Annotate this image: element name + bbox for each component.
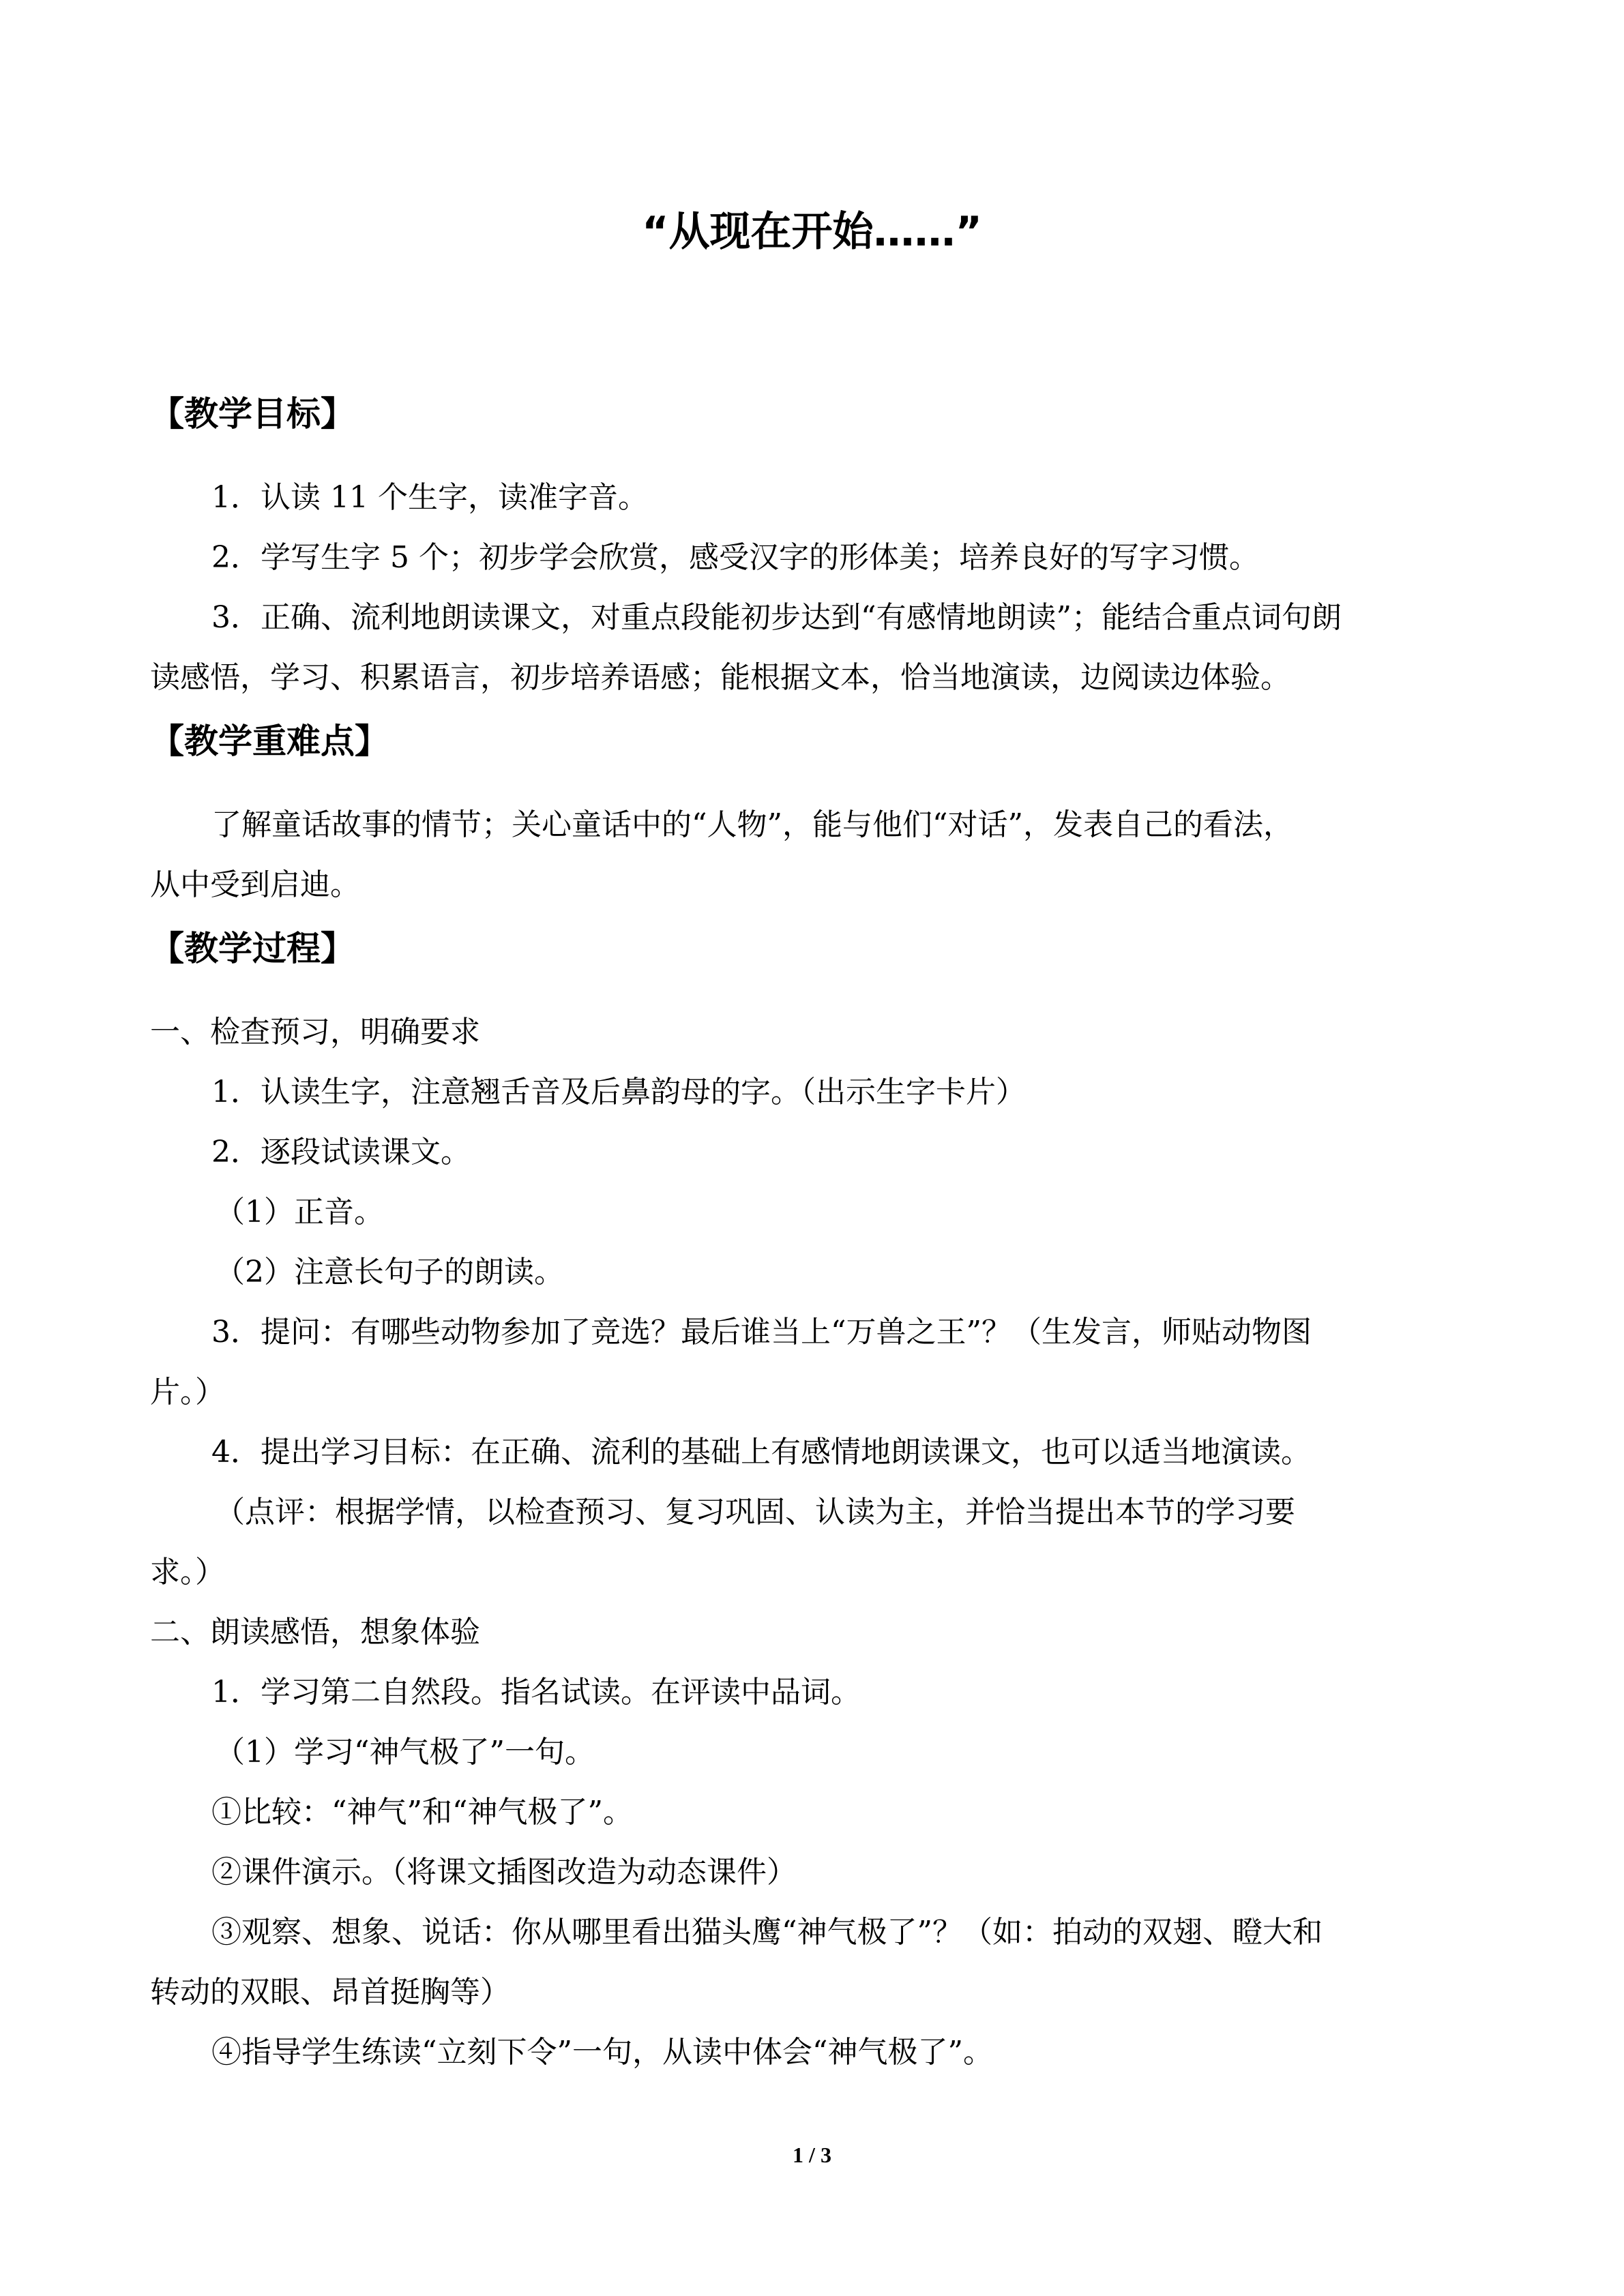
section-2-step-3-line-2: 转动的双眼、昂首挺胸等） [150,1975,510,2010]
heading-key-points: 【教学重难点】 [150,721,389,761]
section-1-item-2-sub-2: （2）注意长句子的朗读。 [215,1255,564,1289]
section-2-step-2: ②课件演示。（将课文插图改造为动态课件） [211,1855,797,1890]
key-points-line-2: 从中受到启迪。 [150,867,360,902]
goal-item-3-line-1: 3．正确、流利地朗读课文，对重点段能初步达到“有感情地朗读”；能结合重点词句朗 [211,600,1342,635]
section-1-comment-line-2: 求。） [150,1555,225,1590]
section-1-title: 一、检查预习，明确要求 [150,1015,480,1049]
section-1-item-1: 1．认读生字，注意翘舌音及后鼻韵母的字。（出示生字卡片） [211,1075,1026,1109]
key-points-line-1: 了解童话故事的情节；关心童话中的“人物”，能与他们“对话”，发表自己的看法， [211,807,1293,842]
section-2-title: 二、朗读感悟，想象体验 [150,1615,480,1650]
section-2-item-1: 1．学习第二自然段。指名试读。在评读中品词。 [211,1675,861,1710]
goal-item-2: 2．学写生字 5 个；初步学会欣赏，感受汉字的形体美；培养良好的写字习惯。 [211,540,1259,575]
section-1-item-2: 2．逐段试读课文。 [211,1135,471,1169]
document-title: “从现在开始……” [642,208,982,256]
section-1-item-3-line-1: 3．提问：有哪些动物参加了竞选？最后谁当上“万兽之王”？（生发言，师贴动物图 [211,1315,1312,1350]
page-number: 1 / 3 [793,2143,831,2167]
section-1-item-3-line-2: 片。） [150,1375,225,1410]
section-2-step-4: ④指导学生练读“立刻下令”一句，从读中体会“神气极了”。 [211,2035,993,2070]
section-2-step-3-line-1: ③观察、想象、说话：你从哪里看出猫头鹰“神气极了”？（如：拍动的双翅、瞪大和 [211,1915,1323,1950]
heading-teaching-process: 【教学过程】 [150,929,355,968]
goal-item-1: 1．认读 11 个生字，读准字音。 [211,480,648,515]
section-1-item-4: 4．提出学习目标：在正确、流利的基础上有感情地朗读课文，也可以适当地演读。 [211,1435,1311,1470]
heading-teaching-goals: 【教学目标】 [150,394,355,434]
section-1-comment-line-1: （点评：根据学情，以检查预习、复习巩固、认读为主，并恰当提出本节的学习要 [215,1495,1295,1530]
section-2-item-1-sub-1: （1）学习“神气极了”一句。 [215,1735,595,1770]
goal-item-3-line-2: 读感悟，学习、积累语言，初步培养语感；能根据文本，恰当地演读，边阅读边体验。 [150,660,1290,695]
section-2-step-1: ①比较：“神气”和“神气极了”。 [211,1795,633,1830]
section-1-item-2-sub-1: （1）正音。 [215,1195,384,1229]
